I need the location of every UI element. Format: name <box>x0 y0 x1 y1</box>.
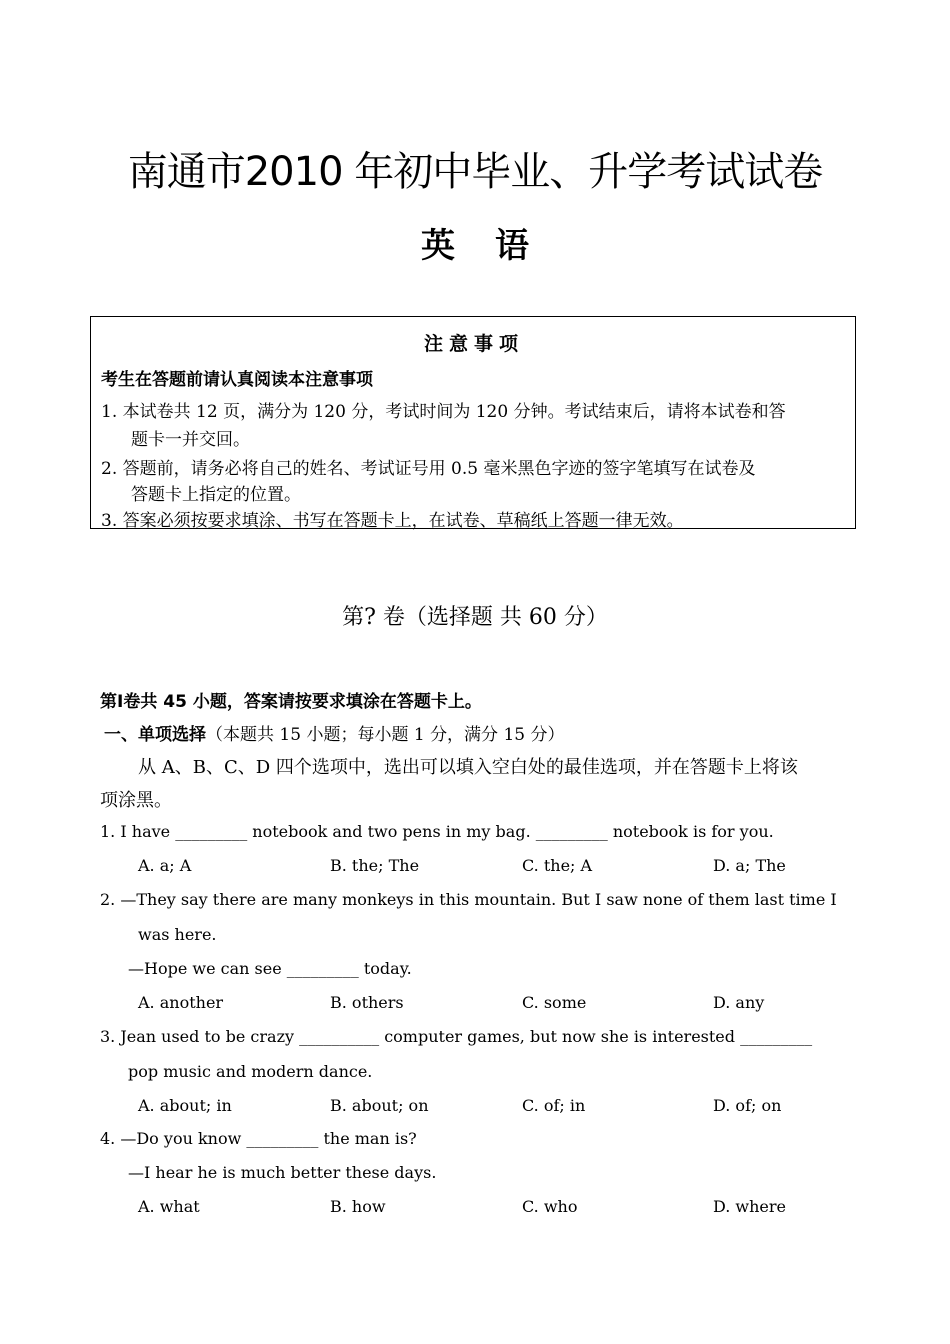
question-2-option-a: A. another <box>138 993 224 1012</box>
notice-item-1-cont: 题卡一并交回。 <box>131 430 250 450</box>
notice-item-2-cont: 答题卡上指定的位置。 <box>131 485 301 505</box>
question-3-option-b: B. about; on <box>330 1096 429 1115</box>
question-4-reply: —I hear he is much better these days. <box>128 1163 437 1182</box>
question-3-option-c: C. of; in <box>522 1096 586 1115</box>
section-instructions-line2: 项涂黑。 <box>100 790 172 811</box>
question-2-option-c: C. some <box>522 993 587 1012</box>
exam-title: 南通市2010 年初中毕业、升学考试试卷 <box>127 149 823 195</box>
question-2-option-d: D. any <box>713 993 765 1012</box>
notice-item-1: 1. 本试卷共 12 页，满分为 120 分，考试时间为 120 分钟。考试结束后，请将本试卷和答 <box>101 402 786 422</box>
question-4-option-a: A. what <box>138 1197 200 1216</box>
notice-item-3: 3. 答案必须按要求填涂、书写在答题卡上，在试卷、草稿纸上答题一律无效。 <box>101 511 684 531</box>
part-note: 第Ⅰ卷共 45 小题，答案请按要求填涂在答题卡上。 <box>100 692 482 712</box>
question-1-option-c: C. the; A <box>522 856 593 875</box>
exam-subject: 英语 <box>421 226 569 266</box>
notice-title: 注意事项 <box>423 333 524 355</box>
notice-box <box>90 316 856 529</box>
notice-item-2: 2. 答题前，请务必将自己的姓名、考试证号用 0.5 毫米黑色字迹的签字笔填写在试卷及 <box>101 459 756 479</box>
question-3-stem: 3. Jean used to be crazy __________ computer games, but now she is interested _________ <box>100 1027 813 1046</box>
question-1-option-d: D. a; The <box>713 856 786 875</box>
question-4-option-b: B. how <box>330 1197 386 1216</box>
notice-intro: 考生在答题前请认真阅读本注意事项 <box>101 370 373 390</box>
question-4-option-d: D. where <box>713 1197 787 1216</box>
part-heading: 第? 卷（选择题 共 60 分） <box>342 605 608 630</box>
section-title <box>104 720 565 745</box>
question-3-option-a: A. about; in <box>138 1096 232 1115</box>
question-2-stem-cont: was here. <box>138 925 217 944</box>
question-2-reply: —Hope we can see _________ today. <box>128 959 412 978</box>
question-4-stem: 4. —Do you know _________ the man is? <box>100 1129 417 1148</box>
section-title-bold: 一、单项选择 <box>104 725 206 745</box>
question-1-option-b: B. the; The <box>330 856 420 875</box>
question-3-option-d: D. of; on <box>713 1096 782 1115</box>
question-3-stem-cont: pop music and modern dance. <box>128 1062 373 1081</box>
question-2-stem: 2. —They say there are many monkeys in this mountain. But I saw none of them last time I <box>100 890 837 909</box>
question-1-stem: 1. I have _________ notebook and two pens in my bag. _________ notebook is for you. <box>100 822 774 841</box>
question-4-option-c: C. who <box>522 1197 578 1216</box>
section-title-rest: （本题共 15 小题；每小题 1 分，满分 15 分） <box>206 725 565 745</box>
section-instructions-line1: 从 A、B、C、D 四个选项中，选出可以填入空白处的最佳选项，并在答题卡上将该 <box>138 757 798 778</box>
question-1-option-a: A. a; A <box>138 856 192 875</box>
question-2-option-b: B. others <box>330 993 404 1012</box>
